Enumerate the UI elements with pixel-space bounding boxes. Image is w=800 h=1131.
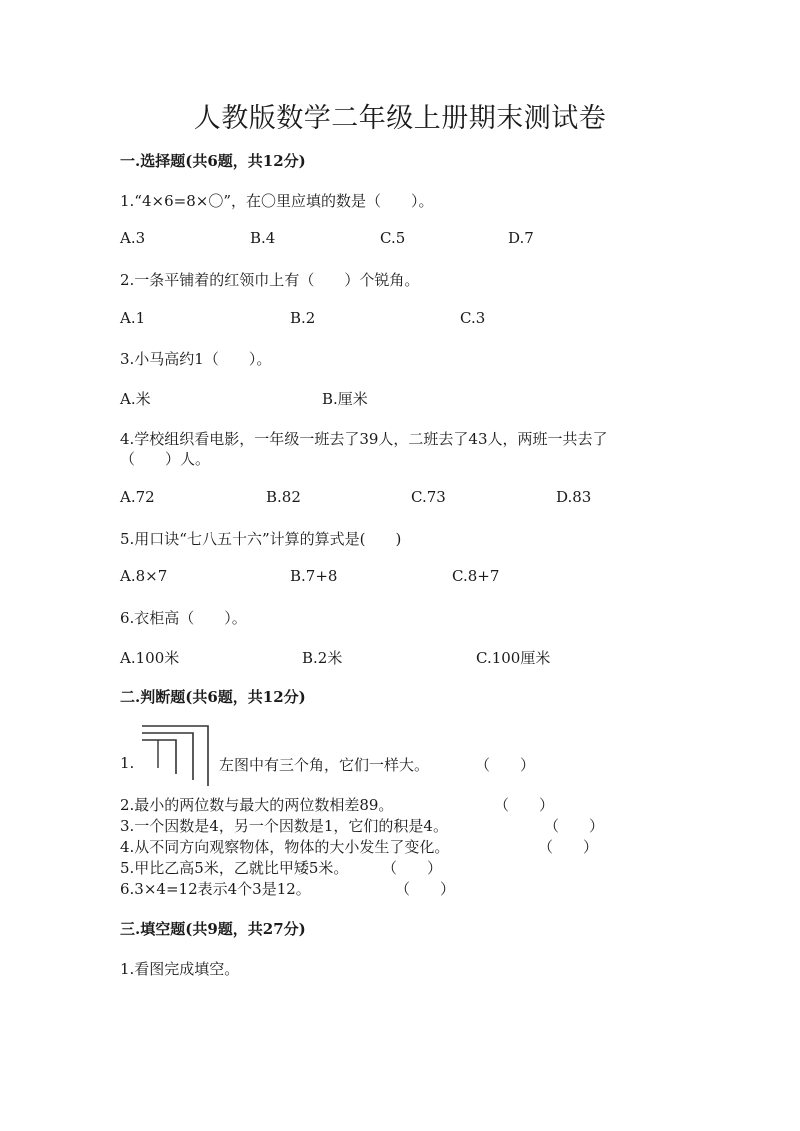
judge-5-paren: （ ） [382,859,443,877]
question-2: 2.一条平铺着的红领巾上有（ ）个锐角。 [120,271,420,289]
option-6a: A.100米 [120,649,180,667]
option-1b: B.4 [250,229,276,247]
judge-4-paren: （ ） [538,838,599,856]
question-5: 5.用口诀“七八五十六”计算的算式是( ) [120,530,402,548]
option-5b: B.7+8 [290,567,338,585]
judge-6-paren: （ ） [395,880,456,898]
option-6b: B.2米 [302,649,343,667]
option-4b: B.82 [266,488,301,506]
angle-inner [142,740,176,774]
question-4-line1: 4.学校组织看电影，一年级一班去了39人，二班去了43人，两班一共去了 [120,430,608,448]
judge-5-text: 5.甲比乙高5米，乙就比甲矮5米。 [120,859,349,877]
option-3a: A.米 [120,390,151,408]
judge-4-text: 4.从不同方向观察物体，物体的大小发生了变化。 [120,838,450,856]
judge-3-text: 3.一个因数是4，另一个因数是1，它们的积是4。 [120,817,448,835]
section-heading-judge: 二.判断题(共6题，共12分) [120,688,306,706]
nested-angles-figure [138,722,216,788]
fill-1-text: 1.看图完成填空。 [120,960,240,978]
option-1c: C.5 [380,229,406,247]
option-2a: A.1 [120,309,146,327]
option-5c: C.8+7 [452,567,500,585]
option-3b: B.厘米 [322,390,368,408]
judge-6-text: 6.3×4=12表示4个3是12。 [120,880,311,898]
judge-2-paren: （ ） [494,796,555,814]
option-2c: C.3 [460,309,486,327]
question-4-line2: （ ）人。 [120,450,211,468]
question-1: 1.“4×6=8×〇”，在〇里应填的数是（ ）。 [120,192,434,210]
judge-2-text: 2.最小的两位数与最大的两位数相差89。 [120,796,394,814]
option-4c: C.73 [411,488,446,506]
judge-1-text: 左图中有三个角，它们一样大。 [219,756,430,774]
option-5a: A.8×7 [120,567,168,585]
judge-1-number: 1. [120,754,135,772]
question-3: 3.小马高约1（ ）。 [120,350,272,368]
angle-outer [142,726,208,786]
page-title: 人教版数学二年级上册期末测试卷 [193,103,607,134]
section-heading-choice: 一.选择题(共6题，共12分) [120,152,306,170]
option-6c: C.100厘米 [476,649,551,667]
judge-3-paren: （ ） [544,817,605,835]
judge-1-paren: （ ） [475,756,536,774]
question-6: 6.衣柜高（ ）。 [120,609,247,627]
option-4d: D.83 [556,488,592,506]
option-1d: D.7 [508,229,534,247]
section-heading-fill: 三.填空题(共9题，共27分) [120,920,306,938]
option-4a: A.72 [120,488,155,506]
option-2b: B.2 [290,309,316,327]
option-1a: A.3 [120,229,146,247]
